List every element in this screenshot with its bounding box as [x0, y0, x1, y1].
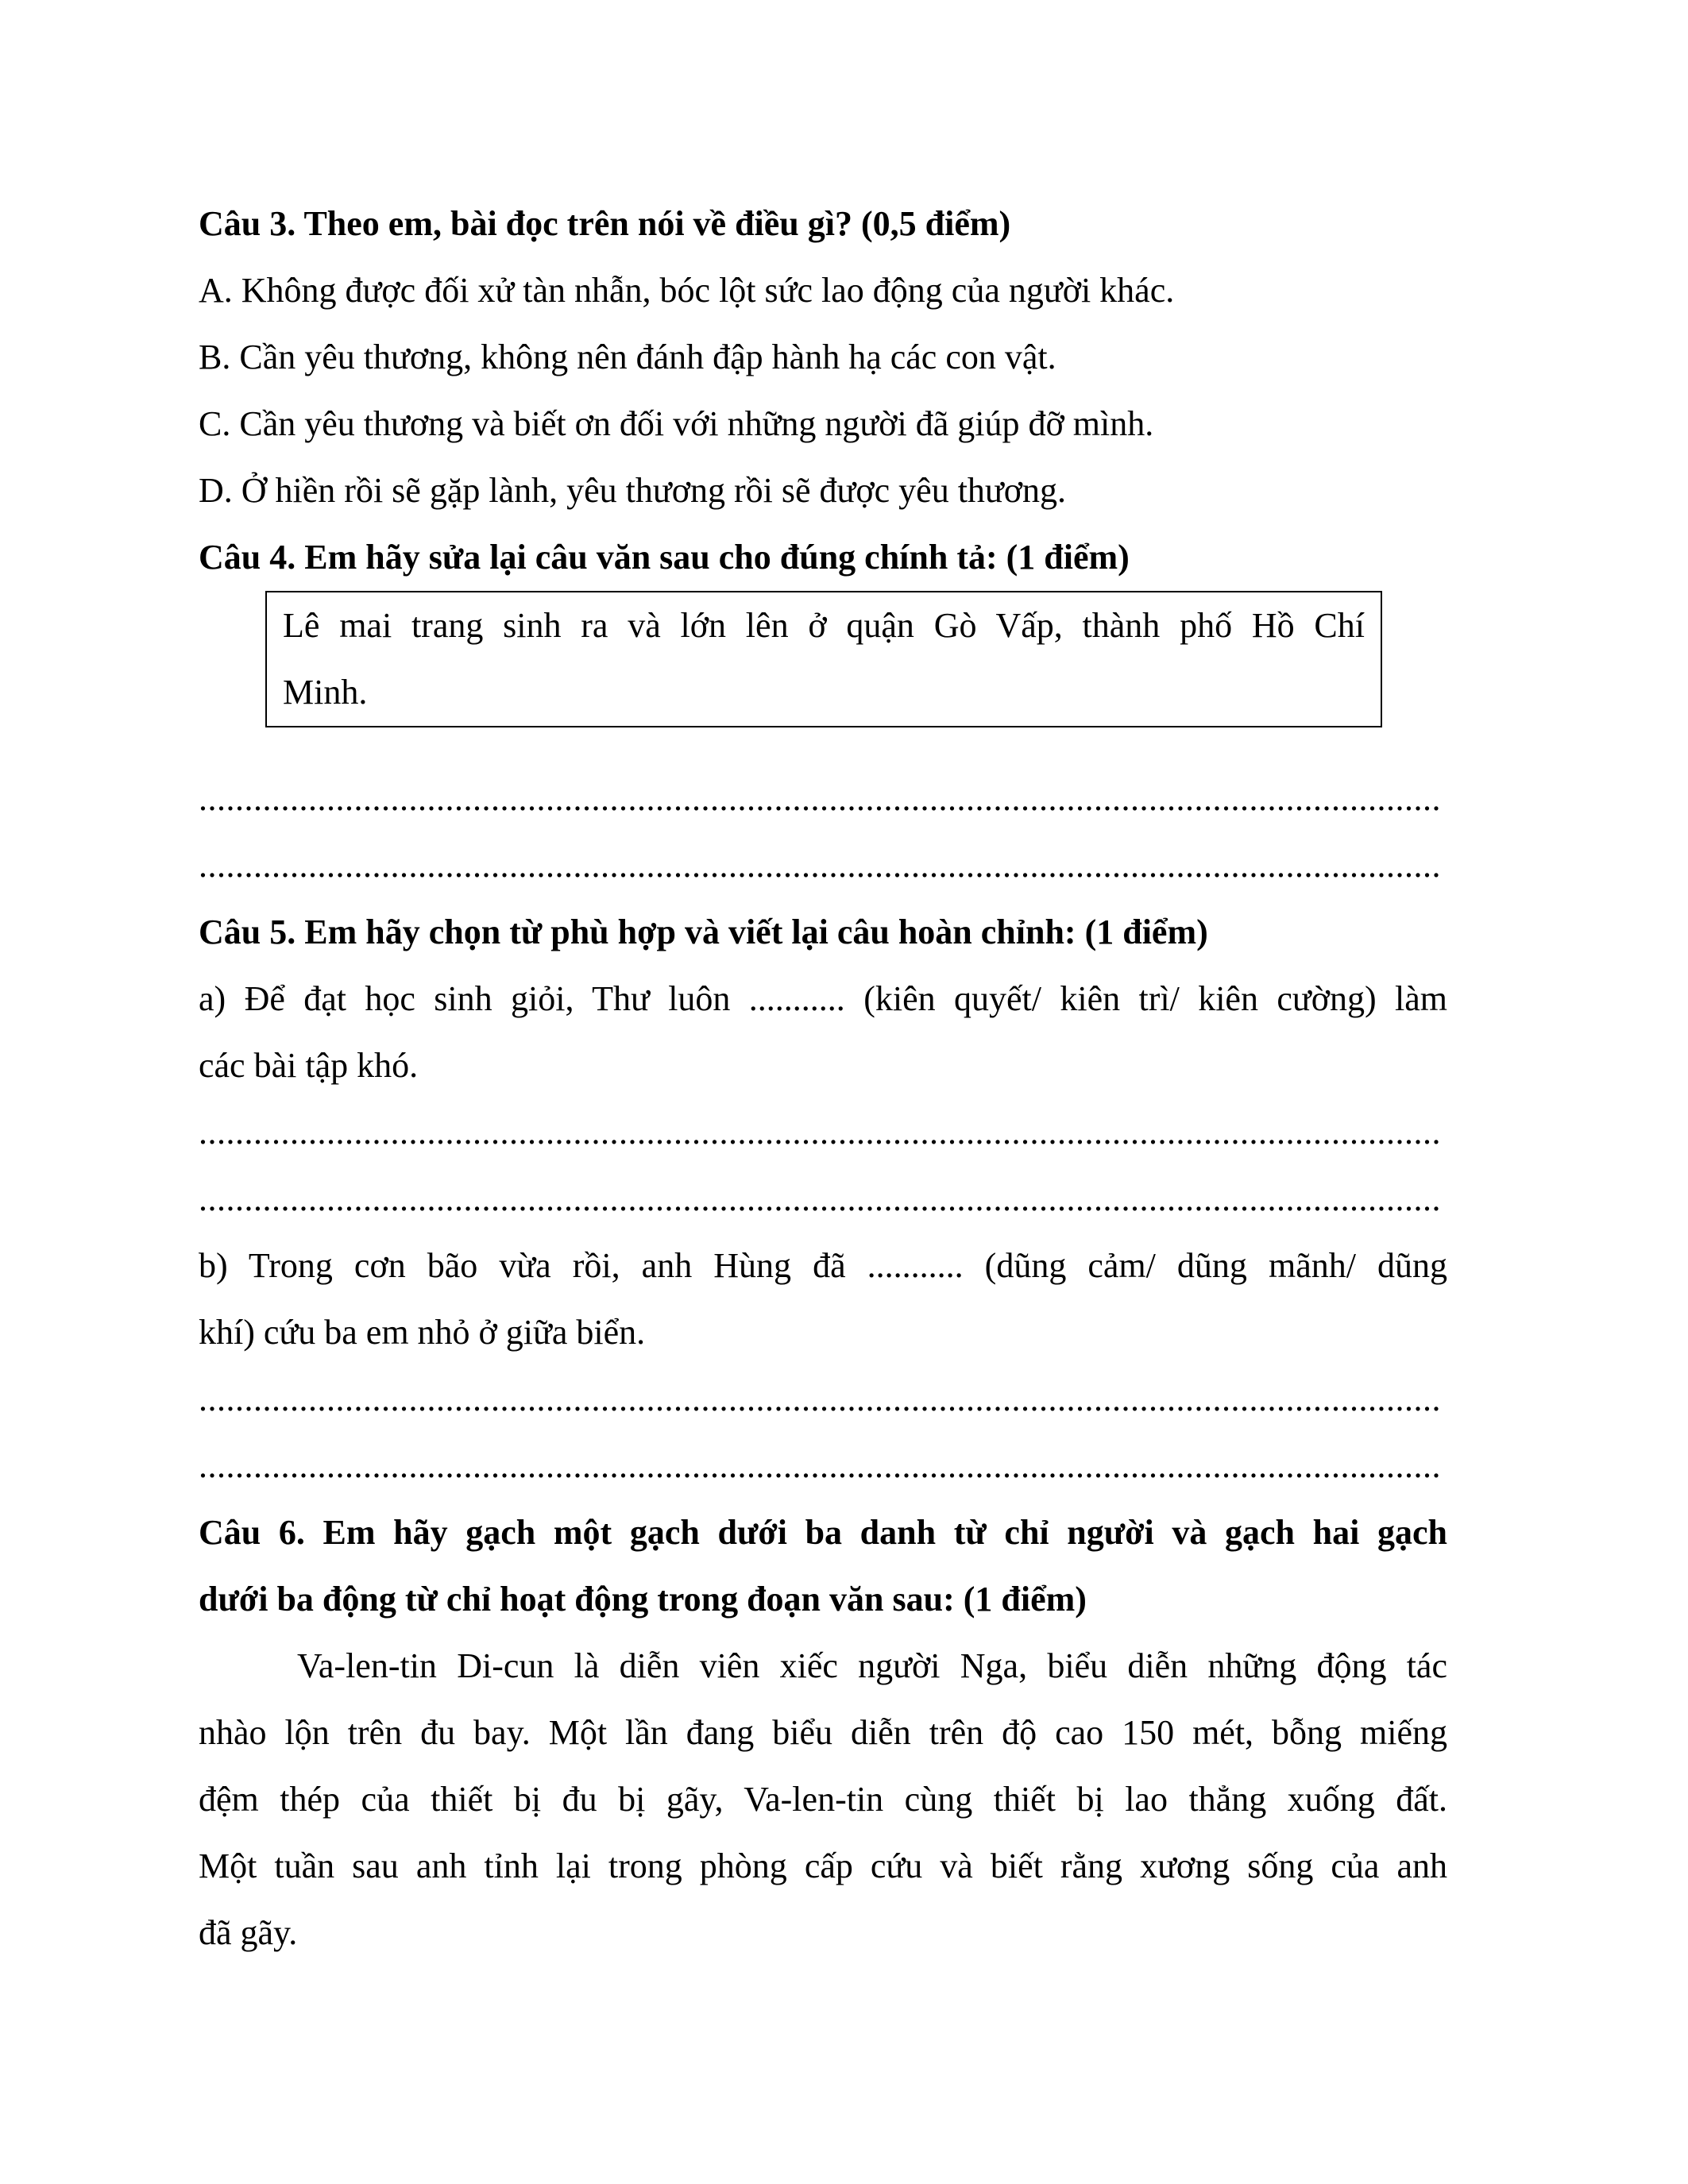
passage-line: Một tuần sau anh tỉnh lại trong phòng cấp cứu và biết rằng xương sống của anh: [199, 1846, 1447, 1885]
answer-line: ........................................................................................................................................: [199, 779, 1441, 818]
passage-line: đã gãy.: [199, 1913, 298, 1952]
answer-line: ........................................................................................................................................: [199, 1446, 1441, 1485]
question-3-option-c: C. Cần yêu thương và biết ơn đối với những người đã giúp đỡ mình.: [199, 404, 1154, 443]
question-4-sentence-box: [265, 591, 1382, 727]
question-3-option-b: B. Cần yêu thương, không nên đánh đập hành hạ các con vật.: [199, 338, 1056, 376]
passage-line: nhào lộn trên đu bay. Một lần đang biểu diễn trên độ cao 150 mét, bỗng miếng: [199, 1713, 1447, 1752]
document-page: [199, 191, 1447, 1966]
spacer: [199, 727, 1447, 766]
question-5a-line-2: các bài tập khó.: [199, 1046, 419, 1085]
question-4-title: Câu 4. Em hãy sửa lại câu văn sau cho đúng chính tả: (1 điểm): [199, 538, 1130, 577]
question-3-option-a: A. Không được đối xử tàn nhẫn, bóc lột sức lao động của người khác.: [199, 271, 1175, 310]
answer-line: ........................................................................................................................................: [199, 1113, 1441, 1152]
question-5b-line-1: b) Trong cơn bão vừa rồi, anh Hùng đã ........... (dũng cảm/ dũng mãnh/ dũng: [199, 1246, 1447, 1285]
passage-line: đệm thép của thiết bị đu bị gãy, Va-len-tin cùng thiết bị lao thẳng xuống đất.: [199, 1780, 1447, 1819]
question-6-title-line-2: dưới ba động từ chỉ hoạt động trong đoạn văn sau: (1 điểm): [199, 1580, 1087, 1619]
answer-line: ........................................................................................................................................: [199, 846, 1441, 885]
question-3-title: Câu 3. Theo em, bài đọc trên nói về điều gì? (0,5 điểm): [199, 204, 1011, 243]
question-6-title-line-1: Câu 6. Em hãy gạch một gạch dưới ba danh từ chỉ người và gạch hai gạch: [199, 1513, 1447, 1552]
question-4-sentence-line-1: Lê mai trang sinh ra và lớn lên ở quận Gò Vấp, thành phố Hồ Chí: [283, 606, 1365, 645]
question-5a-line-1: a) Để đạt học sinh giỏi, Thư luôn ........... (kiên quyết/ kiên trì/ kiên cường) làm: [199, 979, 1447, 1018]
question-5b-line-2: khí) cứu ba em nhỏ ở giữa biển.: [199, 1313, 646, 1352]
answer-line: ........................................................................................................................................: [199, 1379, 1441, 1418]
question-3-option-d: D. Ở hiền rồi sẽ gặp lành, yêu thương rồi sẽ được yêu thương.: [199, 471, 1067, 510]
answer-line: ........................................................................................................................................: [199, 1179, 1441, 1218]
passage-line: Va-len-tin Di-cun là diễn viên xiếc người Nga, biểu diễn những động tác: [297, 1646, 1447, 1685]
question-5-title: Câu 5. Em hãy chọn từ phù hợp và viết lại câu hoàn chỉnh: (1 điểm): [199, 913, 1208, 951]
question-4-sentence-line-2: Minh.: [283, 673, 368, 712]
